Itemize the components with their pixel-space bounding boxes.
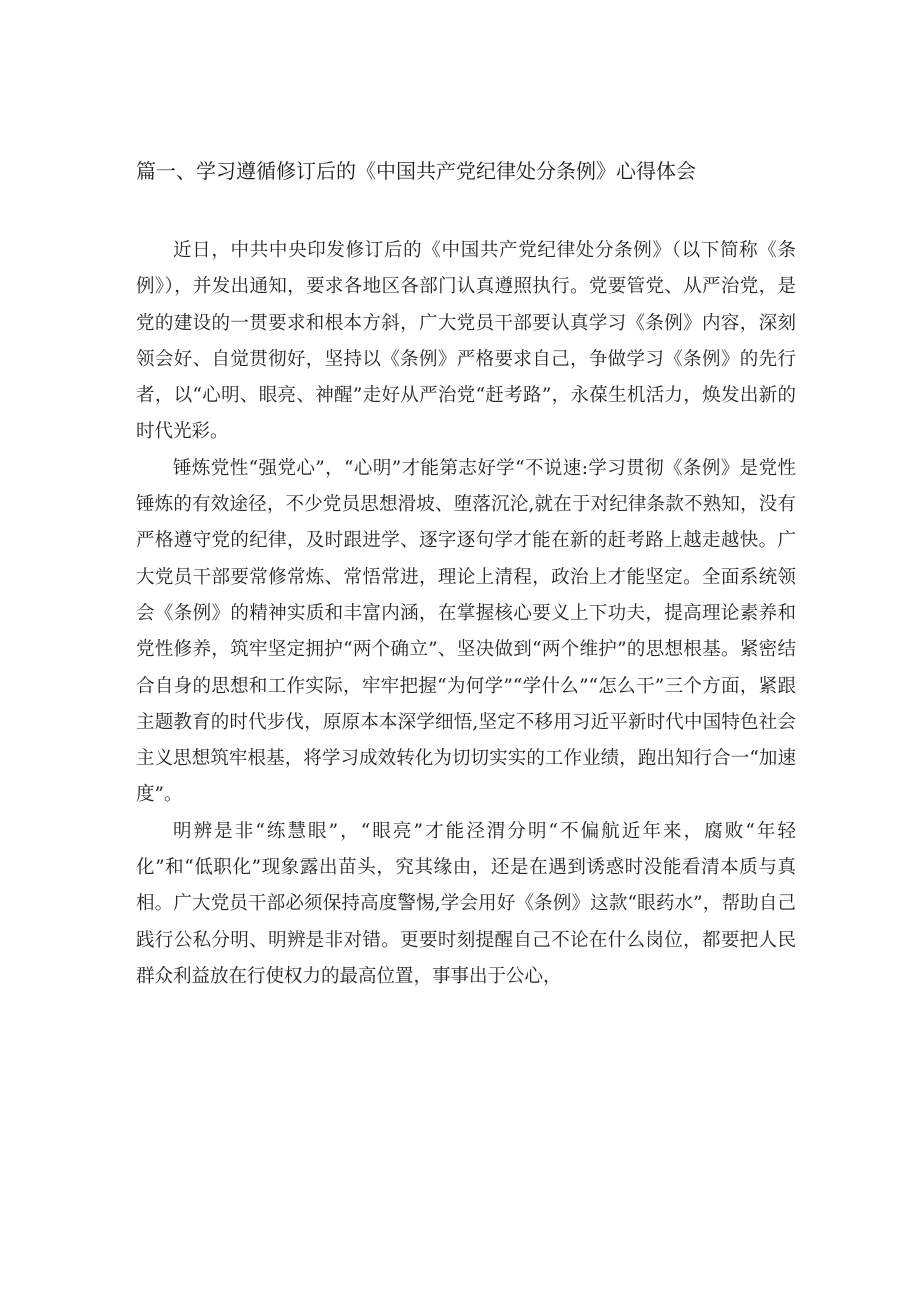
paragraph-intro: 近日，中共中央印发修订后的《中国共产党纪律处分条例》（以下简称《条例》），并发出通知，要求各地区各部门认真遵照执行。党要管党、从严治党，是党的建设的一贯要求和根本方斜，广大党员干部要认真学习《条例》内容，深刻领会好、自觉贯彻好，坚持以《条例》严格要求自己，争做学习《条例》的先行者，以“心明、眼亮、神醒”走好从严治党“赶考路”，永葆生机活力，焕发出新的时代光彩。 [136, 240, 796, 443]
paragraph-party-spirit: 锤炼党性“强党心”，“心明”才能第志好学“不说速:学习贯彻《条例》是党性锤炼的有效途径，不少党员思想滑坡、堕落沉沦,就在于对纪律条款不熟知，没有严格遵守党的纪律，及时跟进学、逐字逐句学才能在新的赶考路上越走越快。广大党员干部要常修常炼、常悟常进，理论上清程，政治上才能坚定。全面系统领会《条例》的精神实质和丰富内涵，在掌握核心要义上下功夫，提高理论素养和党性修养，筑牢坚定拥护“两个确立”、坚决做到“两个维护”的思想根基。紧密结合自身的思想和工作实际，牢牢把握“为何学”“学什么”“怎么干”三个方面，紧跟主题教育的时代步伐，原原本本深学细悟,坚定不移用习近平新时代中国特色社会主义思想筑牢根基，将学习成效转化为切切实实的工作业绩，跑出知行合一“加速度”。 [136, 457, 796, 806]
paragraph-discernment: 明辨是非“练慧眼”，“眼亮”才能泾渭分明“不偏航近年来，腐败“年轻化”和“低职化”现象露出苗头，究其缘由，还是在遇到诱惑时没能看清本质与真相。广大党员干部必须保持高度警惕,学会用好《条例》这款“眼药水”，帮助自己践行公私分明、明辨是非对错。更要时刻提醒自己不论在什么岗位，都要把人民群众利益放在行使权力的最高位置，事事出于公心， [136, 820, 796, 987]
document-body [136, 233, 796, 995]
document-title: 篇一、学习遵循修订后的《中国共产党纪律处分条例》心得体会 [136, 159, 696, 183]
